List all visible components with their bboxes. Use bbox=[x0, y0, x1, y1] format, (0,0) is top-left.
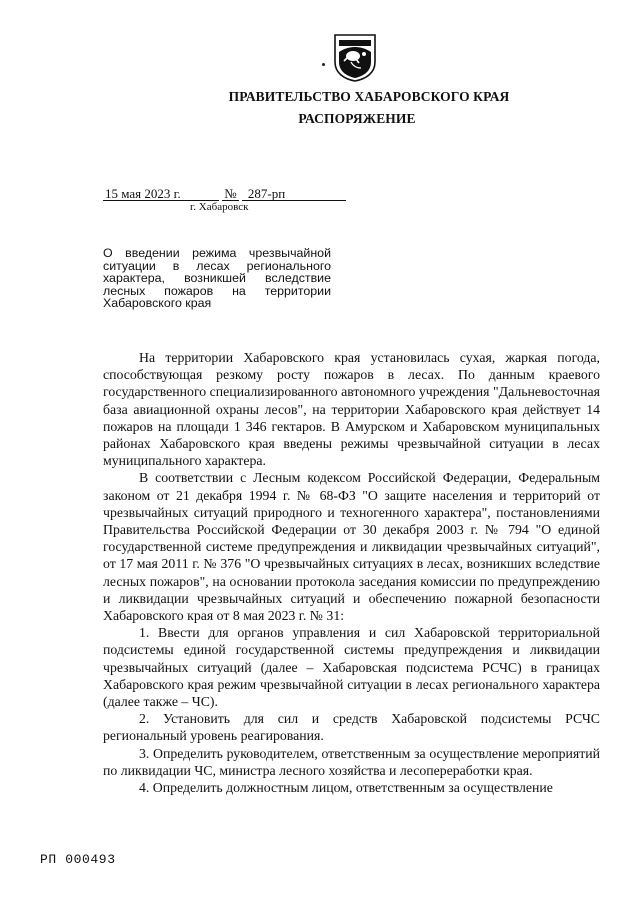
paragraph: В соответствии с Лесным кодексом Российской Федерации, Федеральным законом от 21 декабря 1994 г. № 68-ФЗ "О защите населения и территорий от чрезвычайных ситуаций природного и техногенного характера", постановлениями Правительства Российской Федерации от 30 декабря 2003 г. № 794 "О единой государственной системе предупреждения и ликвидации чрезвычайных ситуаций", от 17 мая 2011 г. № 376 "О чрезвычайных ситуациях в лесах, возникших вследствие лесных пожаров", на основании протокола заседания комиссии по предупреждению и ликвидации чрезвычайных ситуаций и обеспечению пожарной безопасности Хабаровского края от 8 мая 2023 г. № 31: bbox=[103, 470, 600, 624]
document-type-title: РАСПОРЯЖЕНИЕ bbox=[298, 111, 416, 126]
date-number-line bbox=[103, 186, 346, 202]
government-title: ПРАВИТЕЛЬСТВО ХАБАРОВСКОГО КРАЯ bbox=[228, 89, 510, 104]
document-city: г. Хабаровск bbox=[190, 201, 249, 213]
form-code: РП 000493 bbox=[40, 852, 116, 867]
document-body bbox=[103, 349, 600, 796]
paragraph: 4. Определить должностным лицом, ответственным за осуществление bbox=[139, 780, 553, 796]
khabarovsk-coat-of-arms-icon bbox=[331, 32, 379, 82]
paragraph: 3. Определить руководителем, ответственным за осуществление мероприятий по ликвидации ЧС, министра лесного хозяйства и лесопереработки края. bbox=[103, 745, 600, 778]
number-sign: № bbox=[224, 186, 237, 201]
mark-dot bbox=[322, 63, 325, 66]
document-subject: О введении режима чрезвычайной ситуации в лесах регионального характера, возникшей вследствие лесных пожаров на территории Хабаровского края bbox=[103, 246, 331, 310]
paragraph: 1. Ввести для органов управления и сил Хабаровской территориальной подсистемы единой государственной системы предупреждения и ликвидации чрезвычайных ситуаций (далее – Хабаровская подсистема РСЧС) в границах Хабаровского края режим чрезвычайной ситуации в лесах регионального характера (далее также – ЧС). bbox=[103, 625, 600, 710]
document-date: 15 мая 2023 г. bbox=[103, 187, 219, 201]
paragraph: На территории Хабаровского края установилась сухая, жаркая погода, способствующая резкому росту пожаров в лесах. По данным краевого государственного специализированного автономного учреждения "Дальневосточная база авиационной охраны лесов", на территории Хабаровского края действует 14 пожаров на площади 1 346 гектаров. В Амурском и Хабаровском муниципальных районах Хабаровского края введены режимы чрезвычайной ситуации в лесах муниципального характера. bbox=[103, 350, 600, 469]
paragraph: 2. Установить для сил и средств Хабаровской подсистемы РСЧС региональный уровень реагирования. bbox=[103, 711, 600, 744]
document-number: 287-рп bbox=[242, 187, 346, 201]
